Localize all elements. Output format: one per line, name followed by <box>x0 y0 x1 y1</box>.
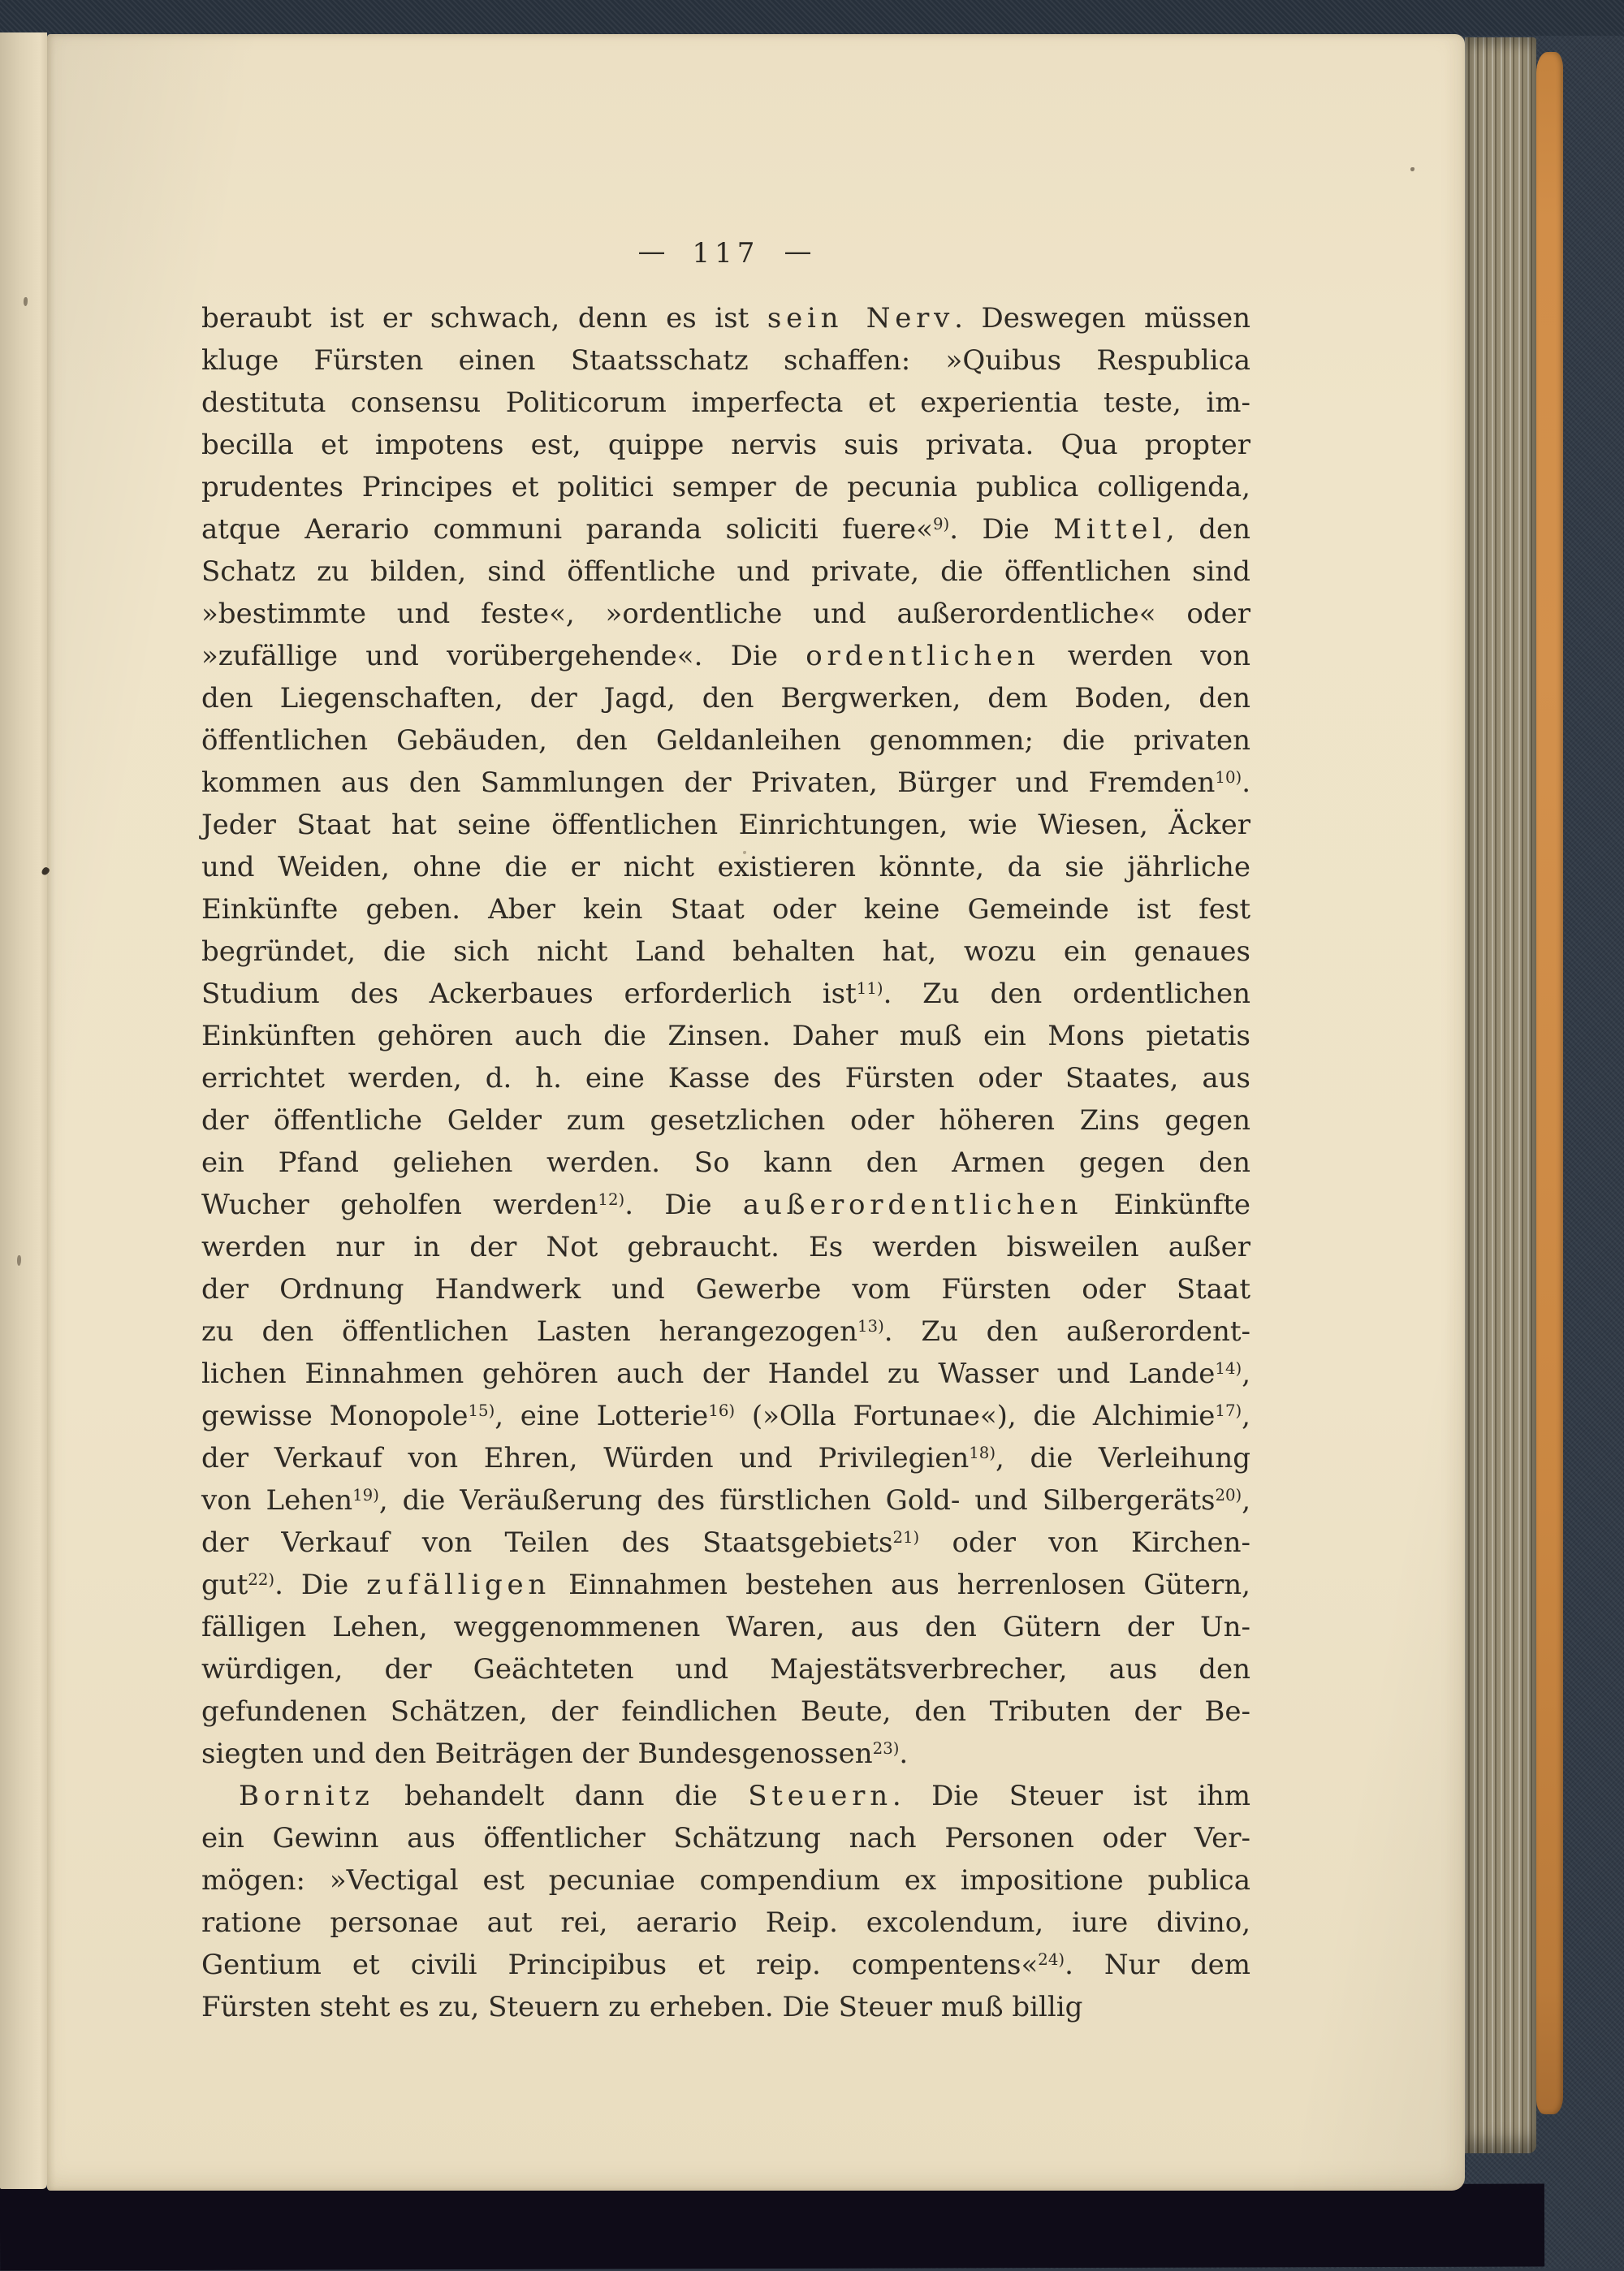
footnote-marker: 17) <box>1215 1401 1242 1421</box>
emphasized-text: Steuern <box>748 1780 892 1812</box>
text-line: siegten und den Beiträgen der Bundesgenossen$^{23)}$. <box>201 1738 909 1770</box>
header-dash-right: — <box>784 235 814 268</box>
text-line: becilla et impotens est, quippe nervis suis privata. Qua propter <box>201 429 1250 461</box>
text-line: Studium des Ackerbaues erforderlich ist$^{11)}$. Zu den ordentlichen <box>201 978 1250 1010</box>
text-line: begründet, die sich nicht Land behalten hat, wozu ein genaues <box>201 935 1250 968</box>
footnote-marker: 10) <box>1215 768 1242 788</box>
text-line: mögen: »Vectigal est pecuniae compendium ex impositione publica <box>201 1864 1250 1897</box>
text-line: zu den öffentlichen Lasten herangezogen$^{13)}$. Zu den außerordent- <box>201 1315 1250 1348</box>
emphasized-text: zufälligen <box>366 1569 551 1601</box>
footnote-marker: 24) <box>1038 1950 1065 1970</box>
emphasized-text: Mittel <box>1053 513 1166 546</box>
body-text <box>201 297 1250 2028</box>
text-line: der Verkauf von Teilen des Staatsgebiets$^{21)}$ oder von Kirchen- <box>201 1526 1250 1559</box>
emphasized-text: Bornitz <box>239 1780 374 1812</box>
text-line: beraubt ist er schwach, denn es ist sein Nerv. Deswegen müssen <box>201 302 1251 335</box>
text-line: errichtet werden, d. h. eine Kasse des Fürsten oder Staates, aus <box>201 1062 1250 1094</box>
footnote-marker: 9) <box>932 515 950 534</box>
text-line: fälligen Lehen, weggenommenen Waren, aus den Gütern der Un- <box>201 1611 1250 1643</box>
footnote-marker: 16) <box>708 1401 736 1421</box>
text-line: Wucher geholfen werden$^{12)}$. Die außerordentlichen Einkünfte <box>201 1189 1250 1221</box>
footnote-marker: 15) <box>468 1401 495 1421</box>
book-page <box>47 34 1465 2191</box>
text-line: gewisse Monopole$^{15)}$, eine Lotterie$^{16)}$ (»Olla Fortunae«), die Alchimie$^{17)}$, <box>201 1400 1250 1432</box>
text-line: destituta consensu Politicorum imperfecta et experientia teste, im- <box>201 386 1250 419</box>
emphasized-text: außerordentlichen <box>742 1189 1083 1221</box>
footnote-marker: 21) <box>892 1528 920 1548</box>
text-line: lichen Einnahmen gehören auch der Handel zu Wasser und Lande$^{14)}$, <box>201 1358 1250 1390</box>
text-line: ein Pfand geliehen werden. So kann den Armen gegen den <box>201 1146 1250 1179</box>
text-line: »bestimmte und feste«, »ordentliche und außerordentliche« oder <box>201 598 1250 630</box>
emphasized-text: sein Nerv <box>767 302 955 335</box>
footnote-marker: 19) <box>352 1486 379 1505</box>
text-line: Gentium et civili Principibus et reip. compentens«$^{24)}$. Nur dem <box>201 1949 1250 1981</box>
gutter-page-sliver <box>0 32 47 2189</box>
text-line: Bornitz behandelt dann die Steuern. Die Steuer ist ihm <box>239 1780 1250 1812</box>
text-line: gefundenen Schätzen, der feindlichen Beute, den Tributen der Be- <box>201 1695 1250 1728</box>
text-line: Schatz zu bilden, sind öffentliche und private, die öffentlichen sind <box>201 555 1250 588</box>
text-line: und Weiden, ohne die er nicht existieren könnte, da sie jährliche <box>201 851 1250 883</box>
header-dash-left: — <box>637 235 668 268</box>
text-line: werden nur in der Not gebraucht. Es werden bisweilen außer <box>201 1231 1250 1263</box>
text-line: Einkünfte geben. Aber kein Staat oder keine Gemeinde ist fest <box>201 893 1250 926</box>
footnote-marker: 18) <box>969 1444 996 1463</box>
text-line: würdigen, der Geächteten und Majestätsverbrecher, aus den <box>201 1653 1250 1686</box>
text-line: ein Gewinn aus öffentlicher Schätzung nach Personen oder Ver- <box>201 1822 1250 1854</box>
text-line: von Lehen$^{19)}$, die Veräußerung des fürstlichen Gold- und Silbergeräts$^{20)}$, <box>201 1484 1251 1517</box>
page-number-value: 117 <box>692 237 760 270</box>
text-line: den Liegenschaften, der Jagd, den Bergwerken, dem Boden, den <box>201 682 1250 715</box>
text-line: kommen aus den Sammlungen der Privaten, Bürger und Fremden$^{10)}$. <box>201 766 1250 799</box>
emphasized-text: ordentlichen <box>806 640 1040 672</box>
text-line: der Verkauf von Ehren, Würden und Privilegien$^{18)}$, die Verleihung <box>201 1442 1250 1474</box>
footnote-marker: 13) <box>857 1317 884 1336</box>
text-line: »zufällige und vorübergehende«. Die ordentlichen werden von <box>201 640 1250 672</box>
footnote-marker: 20) <box>1215 1486 1242 1505</box>
text-line: gut$^{22)}$. Die zufälligen Einnahmen bestehen aus herrenlosen Gütern, <box>201 1569 1250 1601</box>
footnote-marker: 23) <box>872 1739 900 1759</box>
background-cloth-top-band <box>0 0 1624 36</box>
text-line: Jeder Staat hat seine öffentlichen Einrichtungen, wie Wiesen, Äcker <box>201 809 1250 841</box>
text-line: ratione personae aut rei, aerario Reip. excolendum, iure divino, <box>201 1906 1250 1939</box>
text-line: Einkünften gehören auch die Zinsen. Daher muß ein Mons pietatis <box>201 1020 1250 1052</box>
book-cover-edge <box>1536 52 1563 2114</box>
text-line: der öffentliche Gelder zum gesetzlichen oder höheren Zins gegen <box>201 1104 1250 1137</box>
book-fore-edge <box>1465 37 1536 2153</box>
text-line: der Ordnung Handwerk und Gewerbe vom Fürsten oder Staat <box>201 1273 1250 1306</box>
text-line: prudentes Principes et politici semper de pecunia publica colligenda, <box>201 471 1250 503</box>
footnote-marker: 12) <box>598 1190 625 1210</box>
text-line: kluge Fürsten einen Staatsschatz schaffen: »Quibus Respublica <box>201 344 1250 377</box>
text-line: öffentlichen Gebäuden, den Geldanleihen genommen; die privaten <box>201 724 1250 757</box>
footnote-marker: 22) <box>248 1570 275 1590</box>
page-number <box>201 235 1250 271</box>
text-line: atque Aerario communi paranda soliciti fuere«$^{9)}$. Die Mittel, den <box>201 513 1250 546</box>
bottom-shadow <box>0 2184 1544 2271</box>
page-content <box>201 235 1250 2028</box>
footnote-marker: 11) <box>856 979 883 999</box>
text-line: Fürsten steht es zu, Steuern zu erheben. Die Steuer muß billig <box>201 1991 1083 2023</box>
footnote-marker: 14) <box>1215 1359 1242 1379</box>
